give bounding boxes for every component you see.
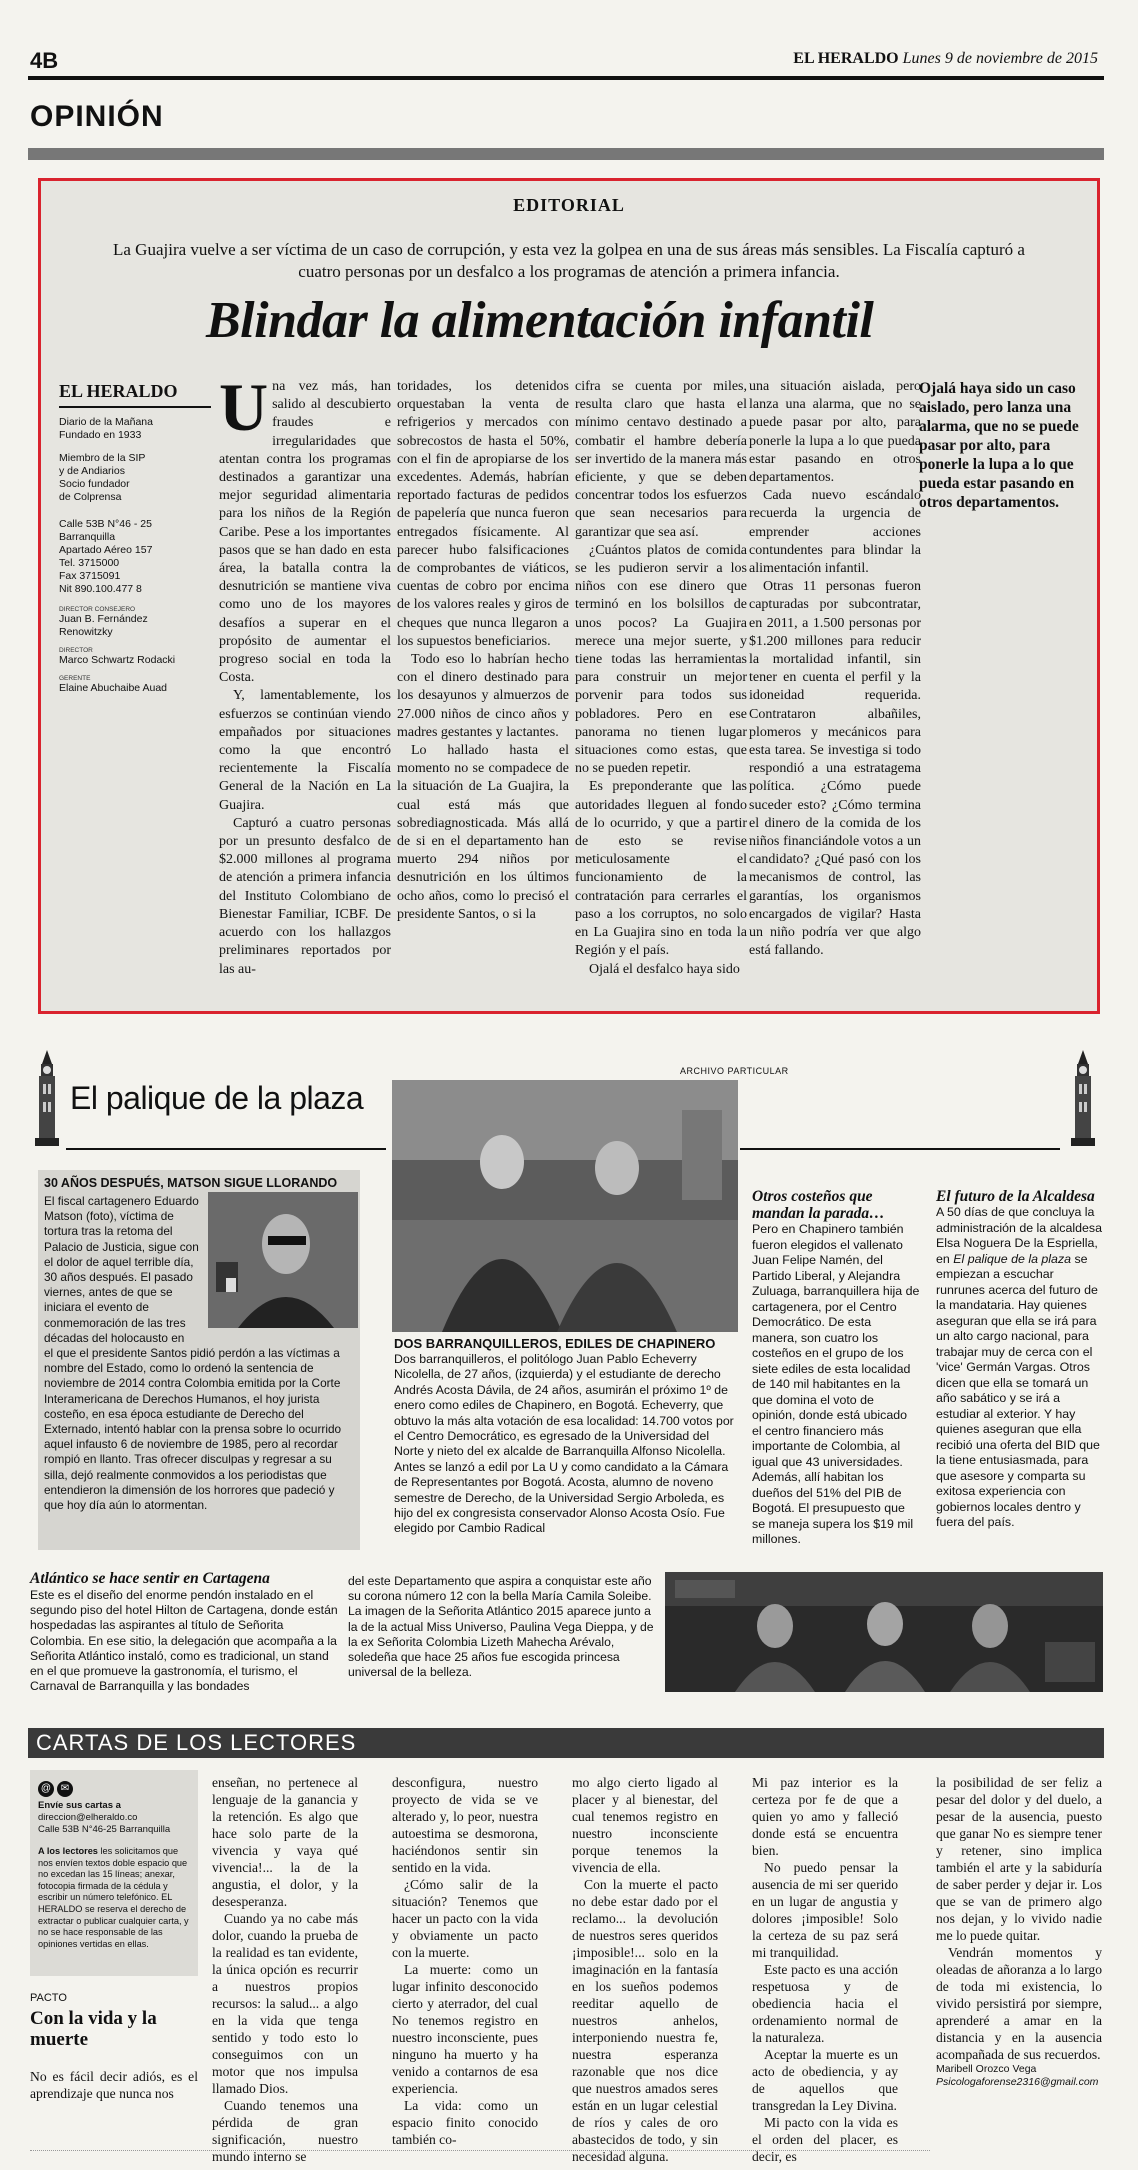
editorial-column-2 (397, 378, 569, 924)
atlantico-text: del este Departamento que aspira a conquistar este año su corona número 12 con la bella María Camila Soleibe. La imagen de la Señorita Atlántico 2015 aparece junto a la de la actual Miss Universo, Paulina Vega Dieppa, y de la ex Señorita Colombia Lizeth Mahecha Arévalo, soledeña que hace 25 años fue escogida princesa universal de la belleza. (348, 1574, 654, 1680)
contact-icons (38, 1778, 76, 1797)
letter-column: Mi paz interior es la certeza por fe de que a quien yo amo y falleció donde está se encuentra bien. No puedo pensar la ausencia de mi ser querido en un lugar de angustia y dolores ¡imposible! Solo la certeza de su paz será mi tranquilidad. Este pacto es una acción respetuosa y de obediencia hacia el ordenamiento normal de la naturaleza. Aceptar la muerte es un acto de obediencia, y ay de aquellos que transgredan la Ley Divina. Mi pacto con la vida es el orden del placer, es decir, es (752, 1775, 898, 2164)
letter-author: Maribell Orozco Vega (936, 2063, 1037, 2075)
editorial-label: EDITORIAL (513, 195, 625, 215)
editorial-headline: Blindar la alimentación infantil (206, 292, 874, 349)
photo-credit: ARCHIVO PARTICULAR (680, 1066, 789, 1076)
editorial-paragraph: na vez más, han salido al descubierto fraudes e irregularidades que atentan contra los programas destinados a garantizar una mejor seguridad alimentaria para los niños de la Región Caribe. Pese a los importantes pasos que se han dado en esta área, la batalla contra la desnutrición se mantiene viva como uno de los mayores desafíos a superar en el propósito de aumentar el progreso social en toda la Costa. (219, 379, 391, 686)
masthead-founded: Diario de la Mañana Fundado en 1933 (59, 416, 153, 441)
editorial-paragraph: Otras 11 personas fueron capturadas por subcontratar, en 2011, a 1.500 personas por $1.200 millones para reducir la mortalidad infantil, sin tener en cuenta el perfil y la idoneidad requerida. Contrataron albañiles, plomeros y mecánicos para esta tarea. Se investiga si todo respondió a una estratagema política. ¿Cómo puede suceder esto? ¿Cómo termina el dinero de la comida de los niños financiándole votos a un candidato? ¿Qué pasó con los mecanismos de control, las garantías, los organismos encargados de vigilar? Hasta un niño podría ver que algo está fallando. (749, 579, 921, 959)
email-icon: @ (38, 1781, 54, 1797)
section-title: OPINIÓN (30, 100, 164, 133)
paper-date-line (793, 50, 1098, 68)
ediles-photo (392, 1080, 738, 1332)
cartas-contact-box (30, 1770, 198, 1976)
alcaldesa-item (936, 1188, 1104, 1531)
alcaldesa-headline: El futuro de la Alcaldesa (936, 1188, 1095, 1205)
issue-date: Lunes 9 de noviembre de 2015 (902, 50, 1098, 67)
editorial-lead: La Guajira vuelve a ser víctima de un caso de corrupción, y esta vez la golpea en una de sus áreas más sensibles. La Fiscalía capturó a cuatro personas por un desfalco a los programas de atención a primera infancia. (113, 240, 1025, 281)
matson-text-narrow: El fiscal cartagenero Eduardo Matson (foto), víctima de tortura tras la retoma del Palacio de Justicia, sigue con el dolor de aquel terrible día, 30 años después. El pasado viernes, antes de que se iniciara el evento de conmemoración de las tres décadas del holocausto en (44, 1194, 199, 1345)
atlantico-text: Este es el diseño del enorme pendón instalado en el segundo piso del hotel Hilton de Cartagena, donde están hospedadas las aspirantes al título de Señorita Colombia. En ese sitio, la delegación que acompaña a la Señorita Atlántico instaló, como es tradicional, un stand en el que promueve la gastronomía, el turismo, el Carnaval de Barranquilla y las bondades (30, 1588, 338, 1694)
cartas-rules: A los lectores les solicitamos que nos envíen textos doble espacio que no excedan las 15 líneas; anexar, fotocopia firmada de la cédula y escribir un número telefónico. EL HERALDO se reserva el derecho de extractar o publicar cualquier carta, y no se hace responsable de las opiniones vertidas en ellas. (38, 1846, 189, 1949)
masthead-person: Juan B. Fernández Renowitzky (59, 613, 148, 638)
clock-tower-icon (30, 1050, 64, 1146)
masthead-role: DIRECTOR (59, 647, 93, 654)
send-label: Envíe sus cartas a (38, 1800, 121, 1811)
ediles-headline: DOS BARRANQUILLEROS, EDILES DE CHAPINERO (394, 1336, 716, 1351)
matson-text-wide: el que el presidente Santos pidió perdón a las víctimas a nombre del Estado, como lo ordenó la sentencia de noviembre de 2014 contra Colombia emitida por la Corte Interamericana de Derechos Humanos, el hoy jurista costeño, en esa época estudiante de Derecho del Externado, intentó hablar con la prensa sobre lo ocurrido aquel infausto 6 de noviembre de 1985, pero al recordar rompió en llanto. Tras ofrecer disculpas y regresar a su silla, dejó realmente conmovidos a los periodistas que entendieron la dimensión de los horrores que padeció y que hoy día aún lo atormentan. (44, 1346, 342, 1513)
masthead-memberships: Miembro de la SIP y de Andiarios Socio fundador de Colprensa (59, 452, 146, 503)
masthead-name: EL HERALDO (59, 381, 211, 408)
palique-rule (66, 1148, 386, 1150)
cartas-send (38, 1800, 194, 1836)
masthead-role: GERENTE (59, 675, 91, 682)
letter-start: No es fácil decir adiós, es el aprendizaje que nunca nos (30, 2069, 198, 2101)
editorial-paragraph: Es preponderante que las autoridades lleguen al fondo de lo ocurrido, y que a partir de esto se revise meticulosamente el funcionamiento de la contratación para cerrarles el paso a los corruptos, no solo en La Guajira sino en toda la Región y el país. (575, 779, 747, 959)
editorial-paragraph: Ojalá el desfalco haya sido (589, 961, 740, 977)
matson-text (44, 1194, 356, 1513)
masthead-address: Calle 53B N°46 - 25 Barranquilla Apartado Aéreo 157 Tel. 3715000 Fax 3715091 Nit 890.100.477 8 (59, 518, 153, 595)
section-bar (28, 148, 1104, 160)
letter-column: enseñan, no pertenece al lenguaje de la ganancia y la retención. Es algo que hace solo parte de la vivencia y vaya qué vivencia!... la de la angustia, el dolor, y la desesperanza. Cuando ya no cabe más dolor, cuando la prueba de la realidad es tan evidente, la única opción es recurrir a nuestros propios recursos: la salud... a algo en la vida que tenga sentido y todo esto lo conseguimos con un motor que nos impulsa llamado Dios. Cuando tenemos una pérdida de gran significación, nuestro mundo interno se (212, 1775, 358, 2164)
editorial-paragraph: toridades, los detenidos orquestaban la venta de refrigerios y mercados con sobrecostos de hasta el 50%, con el fin de apropiarse de los excedentes. Además, habrían reportado facturas de pedidos de papelería que nunca fueron entregados físicamente. Al parecer hubo falsificaciones de comprobantes de viáticos, cuentas de cobro por encima de los valores reales y giros de cheques que nunca llegaron a los supuestos beneficiarios. (397, 379, 569, 649)
header-rule (28, 76, 1104, 80)
costenos-headline: Otros costeños que mandan la parada… (752, 1188, 885, 1222)
editorial-paragraph: Todo eso lo habrían hecho con el dinero destinado para los desayunos y almuerzos de 27.000 niños de cinco años y madres gestantes y lactantes. (397, 652, 569, 740)
letter-kicker: PACTO (30, 1992, 67, 2004)
cartas-bar (28, 1728, 1104, 1758)
masthead-person: Elaine Abuchaibe Auad (59, 682, 168, 694)
page-number: 4B (30, 48, 59, 73)
editorial-paragraph: Capturó a cuatro personas por un presunto desfalco de $2.000 millones al programa de atención a primera infancia del Instituto Colombiano de Bienestar Familiar, ICBF. De acuerdo con los hallazgos preliminares reportados por las au- (219, 815, 391, 977)
matson-headline: 30 AÑOS DESPUÉS, MATSON SIGUE LLORANDO (44, 1176, 338, 1190)
editorial-paragraph: ¿Cuántos platos de comida se les pudieron servir a los niños con ese dinero que terminó en los bolsillos de unos pocos? La Guajira merece una mejor suerte, y tiene todas las herramientas para construir un mejor porvenir para todos sus pobladores. Pero en ese panorama no tienen lugar situaciones como estas, que no se pueden repetir. (575, 542, 747, 777)
editorial-box (38, 178, 1100, 1014)
cartas-title: CARTAS DE LOS LECTORES (36, 1730, 357, 1755)
letter-title: Con la vida y la muerte (30, 2008, 157, 2050)
editorial-paragraph: Y, lamentablemente, los esfuerzos se continúan viendo empañados por situaciones como la que encontró recientemente la Fiscalía General de la Nación en La Guajira. (219, 688, 391, 813)
costenos-text: Pero en Chapinero también fueron elegidos el vallenato Juan Felipe Namén, del Partido Liberal, y Alejandra Zuluaga, barranquillera hija de cartagenera, por el Centro Democrático. De esta manera, son cuatro los costeños en el grupo de los siete ediles de esta localidad de 140 mil habitantes en la que domina el voto de opinión, donde está ubicado el centro financiero más importante de Colombia, al igual que 43 universidades. Además, allí habitan los dueños del 51% del PIB de Bogotá. El presupuesto que se maneja supera los $19 mil millones. (752, 1222, 920, 1546)
cartas-email[interactable]: direccion@elheraldo.co (38, 1812, 138, 1823)
editorial-paragraph: Lo hallado hasta el momento no se compadece de la situación de La Guajira, la cual está más que sobrediagnosticada. Más allá de si en el departamento han muerto 294 niños por desnutrición en los últimos ocho años, como lo precisó el presidente Santos, o si la (397, 743, 569, 922)
pull-quote: Ojalá haya sido un caso aislado, pero lanza una alarma, que no se puede pasar por alto, para ponerle la lupa a lo que pueda estar pasando en otros departamentos. (919, 380, 1079, 511)
masthead-person: Marco Schwartz Rodacki (59, 654, 176, 666)
letter-column: desconfigura, nuestro proyecto de vida se ve alterado y, lo peor, nuestra autoestima se desmorona, haciéndonos sentir sin sentido en la vida. ¿Cómo salir de la situación? Tenemos que hacer un pacto con la vida y obviamente un pacto con la muerte. La muerte: como un lugar infinito desconocido cierto y aterrador, del cual No tenemos registro en nuestro inconsciente, pues ninguno ha muerto y ha venido a contarnos de esa experiencia. La vida: como un espacio finito conocido también co- (392, 1775, 538, 2147)
alcaldesa-text: A 50 días de que concluya la administración de la alcaldesa Elsa Noguera De la Espriella, en El palique de la plaza se empiezan a escuchar runrunes acerca del futuro de la mandataria. Hay quienes aseguran que ella se irá para un alto cargo nacional, para trabajar muy de cerca con el 'vice' Germán Vargas. Otros dicen que ella se tomará un año sabático y se irá a estudiar al exterior. Y hay quienes aseguran que ella recibió una oferta del BID que la tiene entusiasmada, para que asesore y comparta su exitosa experiencia con gobiernos locales dentro y fuera del país. (936, 1205, 1102, 1529)
palique-rule (740, 1148, 1060, 1150)
editorial-column-4 (749, 378, 921, 961)
editorial-column-3 (575, 378, 747, 979)
mail-icon: ✉ (57, 1781, 73, 1797)
editorial-paragraph: una situación aislada, pero lanza una alarma, que no se puede pasar por alto, para ponerle la lupa a lo que pueda estar pasando en otros departamentos. (749, 379, 921, 486)
costenos-item (752, 1188, 920, 1548)
masthead (59, 381, 211, 695)
cartas-address: Calle 53B N°46-25 Barranquilla (38, 1824, 171, 1835)
letter-column: mo algo cierto ligado al placer y al bienestar, del cual tenemos registro en nuestro inconsciente porque tenemos la vivencia de ella. Con la muerte el pacto no debe estar dado por el reclamo... la devolución de nuestros seres queridos ¡imposible!... solo en la imaginación en la fantasía en los sueños podemos reeditar aquello de nuestros anhelos, interponiendo nuestra fe, nuestra esperanza razonable que nos dice que nuestros amados seres están en un lugar celestial de ríos y cales de oro abastecidos de todo, y sin necesidad alguna. (572, 1775, 718, 2164)
matson-box (38, 1170, 360, 1550)
editorial-paragraph: Cada nuevo escándalo recuerda la urgencia de emprender acciones contundentes para blindar la alimentación infantil. (749, 488, 921, 577)
footer-dots (30, 2150, 930, 2152)
author-email[interactable]: Psicologaforense2316@gmail.com (936, 2076, 1099, 2088)
editorial-column-1 (219, 369, 391, 979)
masthead-role: DIRECTOR CONSEJERO (59, 606, 136, 613)
drop-cap: U (219, 369, 269, 445)
ediles-text: Dos barranquilleros, el politólogo Juan Pablo Echeverry Nicolella, de 27 años, (izquierda) y el estudiante de derecho Andrés Acosta Dávila, de 24 años, asumirán el próximo 1º de enero como ediles de Chapinero, en Bogotá. Echeverry, que obtuvo la más alta votación de esa localidad: 14.700 votos por el Centro Democrático, es egresado de la Universidad del Norte y nieto del ex alcalde de Barranquilla Alfonso Nicolella. Antes se lanzó a edil por La U y como candidato a la Cámara de Representantes por Bogotá. Acosta, alumno de noveno semestre de Derecho, de la Universidad Sergio Arboleda, es hijo del ex congresista conservador Alonso Acosta Osío. Fue elegido por Cambio Radical (394, 1352, 734, 1536)
clock-tower-icon (1066, 1050, 1100, 1146)
atlantico-headline: Atlántico se hace sentir en Cartagena (30, 1570, 270, 1587)
paper-name: EL HERALDO (793, 50, 899, 67)
editorial-paragraph: cifra se cuenta por miles, resulta claro que hasta el mínimo centavo destinado a combatir el hambre debería ser invertido de la manera más eficiente, y que se deben concentrar todos los esfuerzos que sean necesarios para garantizar que sea así. (575, 379, 747, 540)
letter-column: la posibilidad de ser feliz a pesar del dolor y del duelo, a pesar de la ausencia, puesto que ganar No es siempre tener y retener, sino implica también el arte y la sabiduría de saber perder y dejar ir. Los que se van de primero algo nos dejan, y lo vivido nadie me lo puede quitar. Vendrán momentos y oleadas de añoranza a lo largo de toda mi existencia, lo vivido persistirá por siempre, aprenderé a amar en la distancia y en la ausencia acompañada de sus recuerdos. Maribell Orozco Vega Psicologaforense2316@gmail.com (936, 1775, 1102, 2088)
column-title: El palique de la plaza (70, 1080, 364, 1116)
misses-banner-photo (665, 1572, 1103, 1692)
